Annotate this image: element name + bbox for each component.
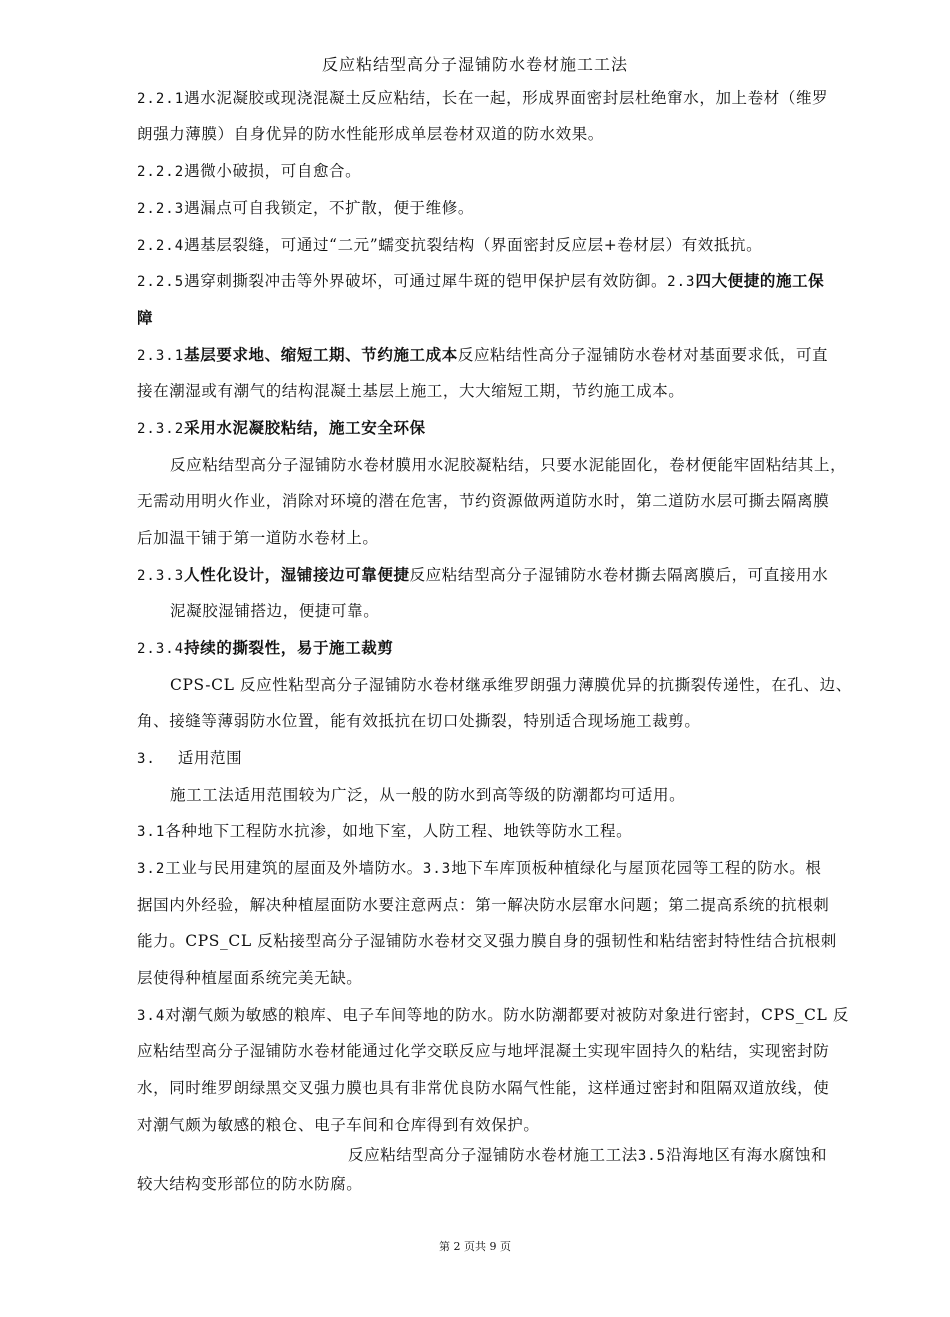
- section-heading: 持续的撕裂性，易于施工裁剪: [184, 638, 394, 657]
- para-3-4-line-1: [137, 1003, 849, 1025]
- para-2-3-3-line-1: [137, 563, 828, 585]
- para-2-2-1-line-2: 朗强力薄膜）自身优异的防水性能形成单层卷材双道的防水效果。: [137, 125, 604, 143]
- para-3-5-line-1: [348, 1143, 827, 1165]
- section-heading-2-3-cont: 障: [137, 308, 154, 327]
- para-3-4-line-4: 对潮气颇为敏感的粮仓、电子车间和仓库得到有效保护。: [137, 1116, 540, 1134]
- section-number: 2.2.5: [137, 274, 185, 290]
- para-2-3-4-line-1: CPS-CL 反应性粘型高分子湿铺防水卷材继承维罗朗强力薄膜优异的抗撕裂传递性，在孔、边、: [170, 676, 852, 694]
- section-number: 3.1: [137, 824, 166, 840]
- section-number: 2.3.3: [137, 568, 185, 584]
- section-number-2-3: 2.3: [667, 274, 696, 290]
- para-2-3-2-line-3: 后加温干铺于第一道防水卷材上。: [137, 529, 379, 547]
- section-number-3-3: 3.3: [422, 861, 452, 877]
- para-text: 沿海地区有海水腐蚀和: [666, 1146, 828, 1164]
- section-number: 3.4: [137, 1008, 166, 1024]
- section-number: 3.: [137, 751, 156, 767]
- para-2-3-4-heading: [137, 636, 393, 658]
- para-2-3-2-heading: [137, 416, 426, 438]
- para-2-2-2: [137, 159, 361, 181]
- section-3-intro: 施工工法适用范围较为广泛，从一般的防水到高等级的防潮都均可适用。: [170, 786, 686, 804]
- page-number: 第 2 页共 9 页: [439, 1240, 511, 1253]
- para-2-2-4: [137, 233, 762, 255]
- para-text: 遇穿刺撕裂冲击等外界破坏，可通过犀牛斑的铠甲保护层有效防御。: [184, 272, 668, 290]
- para-text: 工业与民用建筑的屋面及外墙防水。: [165, 859, 423, 877]
- section-3-heading: [137, 746, 242, 768]
- para-2-3-4-line-2: 角、接缝等薄弱防水位置，能有效抵抗在切口处撕裂，特别适合现场施工裁剪。: [137, 712, 701, 730]
- para-text: 遇水泥凝胶或现浇混凝土反应粘结，长在一起，形成界面密封层杜绝窜水，加上卷材（维罗: [184, 89, 829, 107]
- section-number: 2.2.1: [137, 91, 185, 107]
- para-text: 各种地下工程防水抗渗，如地下室，人防工程、地铁等防水工程。: [165, 822, 633, 840]
- para-text: 遇漏点可自我锁定，不扩散，便于维修。: [184, 199, 474, 217]
- para-2-3-1-line-1: [137, 343, 828, 365]
- section-number: 3.5: [637, 1148, 667, 1164]
- section-number: 2.3.2: [137, 421, 185, 437]
- para-2-3-3-line-2: 泥凝胶湿铺搭边，便捷可靠。: [170, 602, 380, 620]
- para-2-2-3: [137, 196, 474, 218]
- para-text-3-3: 地下车库顶板种植绿化与屋顶花园等工程的防水。根: [451, 859, 822, 877]
- page-header-title: 反应粘结型高分子湿铺防水卷材施工工法: [321, 55, 628, 74]
- section-heading-2-3: 四大便捷的施工保: [695, 271, 825, 290]
- para-3-2-line-1: [137, 856, 822, 878]
- para-3-5-line-2: 较大结构变形部位的防水防腐。: [137, 1175, 363, 1193]
- para-2-3-2-line-2: 无需动用明火作业，消除对环境的潜在危害，节约资源做两道防水时，第二道防水层可撕去隔离膜: [137, 492, 830, 510]
- section-number: 3.2: [137, 861, 166, 877]
- para-text: 遇微小破损，可自愈合。: [184, 162, 362, 180]
- section-number: 2.3.4: [137, 641, 185, 657]
- para-2-3-2-line-1: 反应粘结型高分子湿铺防水卷材膜用水泥胶凝粘结，只要水泥能固化，卷材便能牢固粘结其上，: [170, 456, 847, 474]
- para-3-3-line-3: 能力。CPS_CL 反粘接型高分子湿铺防水卷材交叉强力膜自身的强韧性和粘结密封特性结合抗根刺: [137, 932, 837, 950]
- para-text: 对潮气颇为敏感的粮库、电子车间等地的防水。防水防潮都要对被防对象进行密封，CPS_CL 反: [165, 1006, 850, 1024]
- section-number: 2.3.1: [137, 348, 185, 364]
- para-text: 反应粘结性高分子湿铺防水卷材对基面要求低，可直: [457, 346, 829, 364]
- section-number: 2.2.3: [137, 201, 185, 217]
- section-heading: 采用水泥凝胶粘结，施工安全环保: [184, 418, 426, 437]
- para-3-3-line-4: 层使得种植屋面系统完美无缺。: [137, 969, 363, 987]
- section-number: 2.2.2: [137, 164, 185, 180]
- para-3-1: [137, 819, 632, 841]
- section-heading: 基层要求地、缩短工期、节约施工成本: [184, 345, 458, 364]
- para-2-2-1-line-1: [137, 86, 828, 108]
- para-2-2-5: [137, 269, 824, 291]
- section-heading: 适用范围: [177, 749, 243, 767]
- para-text: 反应粘结型高分子湿铺防水卷材撕去隔离膜后，可直接用水: [409, 566, 829, 584]
- running-title: 反应粘结型高分子湿铺防水卷材施工工法: [348, 1146, 638, 1164]
- section-number: 2.2.4: [137, 238, 185, 254]
- para-3-4-line-2: 应粘结型高分子湿铺防水卷材能通过化学交联反应与地坪混凝土实现牢固持久的粘结，实现密封防: [137, 1042, 830, 1060]
- para-text: 遇基层裂缝，可通过“二元”蠕变抗裂结构（界面密封反应层+卷材层）有效抵抗。: [184, 236, 763, 254]
- para-3-4-line-3: 水，同时维罗朗绿黑交叉强力膜也具有非常优良防水隔气性能，这样通过密封和阻隔双道放线，使: [137, 1079, 830, 1097]
- para-2-3-1-line-2: 接在潮湿或有潮气的结构混凝土基层上施工，大大缩短工期，节约施工成本。: [137, 382, 685, 400]
- section-heading: 人性化设计，湿铺接边可靠便捷: [184, 565, 410, 584]
- para-3-3-line-2: 据国内外经验，解决种植屋面防水要注意两点：第一解决防水层窜水问题；第二提高系统的抗根刺: [137, 896, 830, 914]
